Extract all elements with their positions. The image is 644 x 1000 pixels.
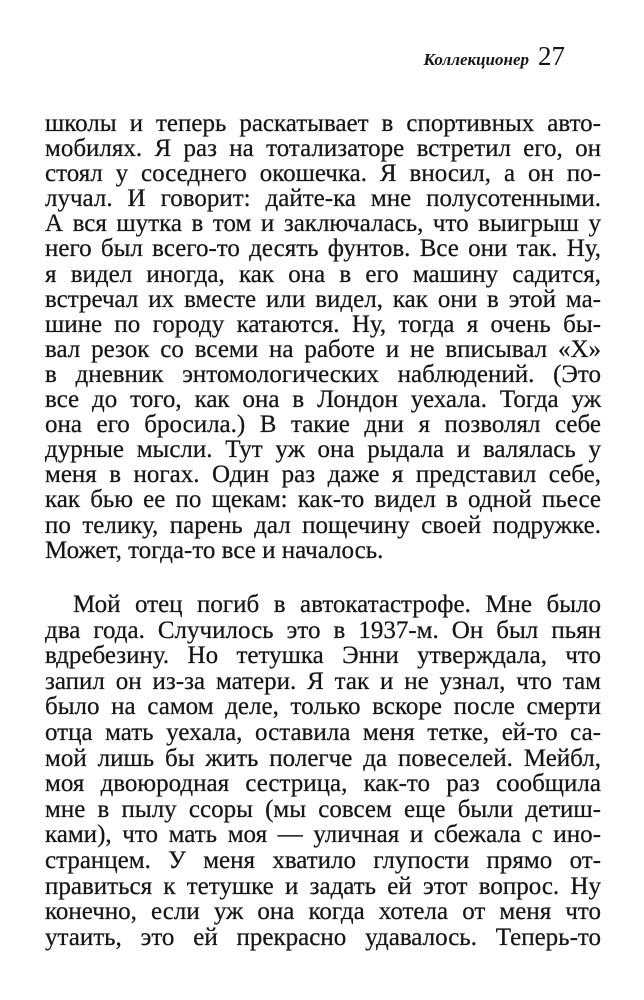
text-line: по телику, парень дал пощечину своей подружке. [45,511,601,539]
text-line: моя двоюродная сестрица, как-то раз сообщила [45,770,601,798]
paragraph-1 [45,111,601,563]
text-line: вал резок со всеми на работе и не вписывал «X» [45,335,601,363]
running-header [424,41,565,76]
text-line: дурные мысли. Тут уж она рыдала и валялась у [45,436,601,464]
text-line: отца мать уехала, оставила меня тетке, ей-то са- [45,718,601,746]
text-line: запил он из-за матери. Я так и не узнал, что там [45,667,601,695]
text-line: вдребезину. Но тетушка Энни утверждала, что [45,642,601,670]
text-line: в дневник энтомологических наблюдений. (Это [45,360,601,388]
text-line: мне в пылу ссоры (мы совсем еще были детиш- [45,795,601,823]
text-line: конечно, если уж она когда хотела от меня что [45,898,601,926]
running-title: Коллекционер [423,50,529,69]
text-line: встречал их вместе или видел, как они в этой ма- [45,285,601,313]
text-line: все до того, как она в Лондон уехала. Тогда уж [45,386,601,414]
text-line: школы и теперь раскатывает в спортивных авто- [45,110,601,137]
text-line: правиться к тетушке и задать ей этот вопрос. Ну [45,872,601,900]
text-line: лучал. И говорит: дайте-ка мне полусотенными. [45,185,601,213]
text-line: стоял у соседнего окошечка. Я вносил, а он по- [45,160,601,188]
text-line: ками), что мать моя — уличная и сбежала с ино- [45,821,601,849]
text-line: утаить, это ей прекрасно удавалось. Теперь-то [45,923,601,951]
text-line: мобилях. Я раз на тотализаторе встретил его, он [45,135,601,163]
text-line: А вся шутка в том и заключалась, что выигрыш у [45,210,601,238]
text-line: мой лишь бы жить полегче да повеселей. Мейбл, [45,744,601,772]
text-line: она его бросила.) В такие дни я позволял себе [45,411,601,439]
page-number: 27 [538,41,565,71]
text-line: меня в ногах. Один раз даже я представил себе, [45,461,601,489]
paragraph-2 [45,592,601,950]
text-line: два года. Случилось это в 1937-м. Он был пьян [45,616,601,644]
text-line: странцем. У меня хватило глупости прямо от- [45,846,601,874]
text-line: шине по городу катаются. Ну, тогда я очень бы- [45,310,601,338]
text-line: него был всего-то десять фунтов. Все они так. Ну, [45,235,601,263]
text-line: я видел иногда, как она в его машину садится, [45,260,601,288]
text-line: Мой отец погиб в автокатастрофе. Мне было [73,591,601,618]
text-line: было на самом деле, только вскоре после смерти [45,693,601,721]
text-line: Может, тогда-то все и началось. [45,536,384,564]
text-line: как бью ее по щекам: как-то видел в одной пьесе [45,486,601,514]
